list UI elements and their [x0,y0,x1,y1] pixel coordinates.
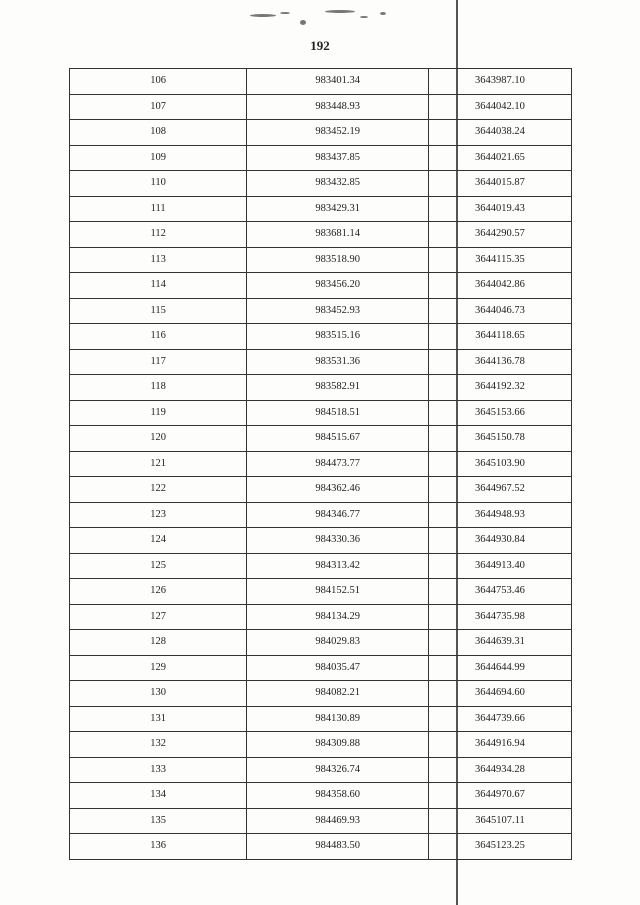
point-number-cell: 120 [70,426,247,452]
x-coordinate-cell: 984518.51 [247,400,429,426]
table-row [70,783,572,809]
scan-artifact [20,888,50,896]
x-coordinate-cell: 984082.21 [247,681,429,707]
table-row [70,273,572,299]
y-coordinate-cell: 3645103.90 [428,451,571,477]
x-coordinate-cell: 984309.88 [247,732,429,758]
table-row [70,834,572,860]
x-coordinate-cell: 984313.42 [247,553,429,579]
y-coordinate-cell: 3643987.10 [428,69,571,95]
scan-artifact [230,6,400,34]
y-coordinate-cell: 3644042.86 [428,273,571,299]
x-coordinate-cell: 983531.36 [247,349,429,375]
point-number-cell: 130 [70,681,247,707]
table-row [70,502,572,528]
x-coordinate-cell: 983681.14 [247,222,429,248]
x-coordinate-cell: 984473.77 [247,451,429,477]
x-coordinate-cell: 984029.83 [247,630,429,656]
table-row [70,808,572,834]
x-coordinate-cell: 983452.93 [247,298,429,324]
table-row [70,604,572,630]
point-number-cell: 113 [70,247,247,273]
point-number-cell: 131 [70,706,247,732]
point-number-cell: 125 [70,553,247,579]
y-coordinate-cell: 3644913.40 [428,553,571,579]
x-coordinate-cell: 983429.31 [247,196,429,222]
y-coordinate-cell: 3644948.93 [428,502,571,528]
point-number-cell: 126 [70,579,247,605]
point-number-cell: 133 [70,757,247,783]
y-coordinate-cell: 3644019.43 [428,196,571,222]
x-coordinate-cell: 984134.29 [247,604,429,630]
x-coordinate-cell: 984346.77 [247,502,429,528]
y-coordinate-cell: 3644694.60 [428,681,571,707]
table-row [70,69,572,95]
x-coordinate-cell: 983515.16 [247,324,429,350]
point-number-cell: 106 [70,69,247,95]
x-coordinate-cell: 983518.90 [247,247,429,273]
y-coordinate-cell: 3644930.84 [428,528,571,554]
point-number-cell: 127 [70,604,247,630]
table-row [70,196,572,222]
y-coordinate-cell: 3644042.10 [428,94,571,120]
table-row [70,94,572,120]
y-coordinate-cell: 3644753.46 [428,579,571,605]
point-number-cell: 136 [70,834,247,860]
point-number-cell: 110 [70,171,247,197]
y-coordinate-cell: 3644735.98 [428,604,571,630]
point-number-cell: 116 [70,324,247,350]
y-coordinate-cell: 3645123.25 [428,834,571,860]
table-row [70,553,572,579]
point-number-cell: 123 [70,502,247,528]
table-row [70,528,572,554]
y-coordinate-cell: 3644136.78 [428,349,571,375]
x-coordinate-cell: 983582.91 [247,375,429,401]
table-row [70,375,572,401]
table-row [70,298,572,324]
table-row [70,120,572,146]
point-number-cell: 114 [70,273,247,299]
point-number-cell: 107 [70,94,247,120]
point-number-cell: 129 [70,655,247,681]
y-coordinate-cell: 3644038.24 [428,120,571,146]
point-number-cell: 135 [70,808,247,834]
y-coordinate-cell: 3644192.32 [428,375,571,401]
x-coordinate-cell: 984358.60 [247,783,429,809]
table-row [70,655,572,681]
point-number-cell: 111 [70,196,247,222]
point-number-cell: 108 [70,120,247,146]
point-number-cell: 115 [70,298,247,324]
y-coordinate-cell: 3645107.11 [428,808,571,834]
y-coordinate-cell: 3644115.35 [428,247,571,273]
table-row [70,579,572,605]
point-number-cell: 132 [70,732,247,758]
table-row [70,247,572,273]
point-number-cell: 124 [70,528,247,554]
y-coordinate-cell: 3644739.66 [428,706,571,732]
table-row [70,426,572,452]
table-row [70,324,572,350]
y-coordinate-cell: 3644644.99 [428,655,571,681]
x-coordinate-cell: 984130.89 [247,706,429,732]
point-number-cell: 117 [70,349,247,375]
point-number-cell: 119 [70,400,247,426]
x-coordinate-cell: 983456.20 [247,273,429,299]
table-row [70,757,572,783]
table-row [70,145,572,171]
x-coordinate-cell: 983432.85 [247,171,429,197]
y-coordinate-cell: 3645150.78 [428,426,571,452]
y-coordinate-cell: 3644015.87 [428,171,571,197]
y-coordinate-cell: 3645153.66 [428,400,571,426]
x-coordinate-cell: 983448.93 [247,94,429,120]
y-coordinate-cell: 3644290.57 [428,222,571,248]
table-row [70,349,572,375]
point-number-cell: 134 [70,783,247,809]
page-number: 192 [310,38,330,53]
x-coordinate-cell: 984152.51 [247,579,429,605]
y-coordinate-cell: 3644021.65 [428,145,571,171]
x-coordinate-cell: 984469.93 [247,808,429,834]
point-number-cell: 112 [70,222,247,248]
x-coordinate-cell: 984362.46 [247,477,429,503]
coordinates-table [69,68,572,860]
table-row [70,706,572,732]
table-row [70,222,572,248]
y-coordinate-cell: 3644934.28 [428,757,571,783]
point-number-cell: 118 [70,375,247,401]
point-number-cell: 121 [70,451,247,477]
table-row [70,451,572,477]
point-number-cell: 122 [70,477,247,503]
table-row [70,630,572,656]
x-coordinate-cell: 984483.50 [247,834,429,860]
y-coordinate-cell: 3644118.65 [428,324,571,350]
y-coordinate-cell: 3644046.73 [428,298,571,324]
table-row [70,171,572,197]
x-coordinate-cell: 983452.19 [247,120,429,146]
table-row [70,477,572,503]
x-coordinate-cell: 984035.47 [247,655,429,681]
point-number-cell: 128 [70,630,247,656]
y-coordinate-cell: 3644639.31 [428,630,571,656]
x-coordinate-cell: 983437.85 [247,145,429,171]
y-coordinate-cell: 3644916.94 [428,732,571,758]
point-number-cell: 109 [70,145,247,171]
y-coordinate-cell: 3644970.67 [428,783,571,809]
x-coordinate-cell: 983401.34 [247,69,429,95]
x-coordinate-cell: 984326.74 [247,757,429,783]
table-row [70,732,572,758]
table-row [70,400,572,426]
table-row [70,681,572,707]
y-coordinate-cell: 3644967.52 [428,477,571,503]
x-coordinate-cell: 984515.67 [247,426,429,452]
x-coordinate-cell: 984330.36 [247,528,429,554]
